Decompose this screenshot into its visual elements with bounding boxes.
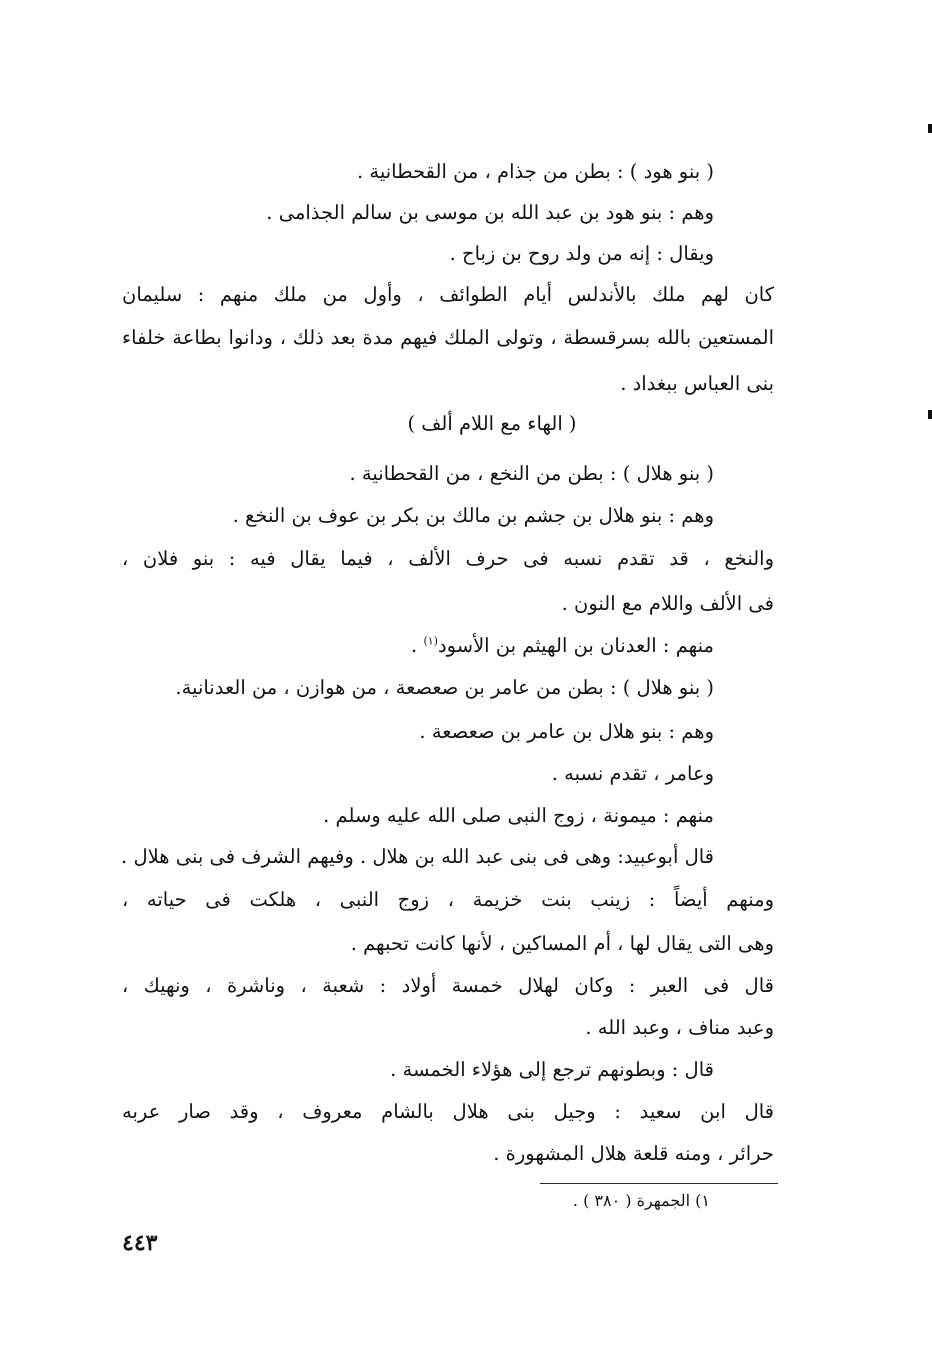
text-line: ويقال : إنه من ولد روح بن زباح . — [449, 242, 714, 265]
text-line: وعبد مناف ، وعبد الله . — [585, 1016, 774, 1039]
text-line: حرائر ، ومنه قلعة هلال المشهورة . — [493, 1142, 774, 1165]
text-line: والنخع ، قد تقدم نسبه فى حرف الألف ، فيما يقال فيه : بنو فلان ، — [122, 547, 774, 570]
section-heading: ( الهاء مع اللام ألف ) — [407, 412, 577, 435]
text-line-end: . — [411, 634, 424, 657]
page-number: ٤٤٣ — [122, 1230, 158, 1256]
text-line: وهم : بنو هلال بن عامر بن صعصعة . — [419, 720, 714, 743]
footnote-reference: (١) — [423, 634, 438, 648]
text-line: قال أبوعبيد: وهى فى بنى عبد الله بن هلال . وفيهم الشرف فى بنى هلال . — [121, 845, 714, 868]
text-line: وعامر ، تقدم نسبه . — [551, 762, 714, 785]
text-line: قال ابن سعيد : وجيل بنى هلال بالشام معروف ، وقد صار عربه — [122, 1100, 774, 1123]
text-line: المستعين بالله بسرقسطة ، وتولى الملك فيهم مدة بعد ذلك ، ودانوا بطاعة خلفاء — [122, 326, 774, 349]
text-line: فى الألف واللام مع النون . — [561, 592, 774, 615]
text-line — [411, 630, 714, 662]
footnote: ١) الجمهرة ( ٣٨٠ ) . — [572, 1191, 710, 1210]
text-line: وهم : بنو هلال بن جشم بن مالك بن بكر بن عوف بن النخع . — [232, 504, 714, 527]
text-line: ومنهم أيضاً : زينب بنت خزيمة ، زوج النبى ، هلكت فى حياته ، — [122, 888, 774, 911]
text-line: قال فى العبر : وكان لهلال خمسة أولاد : شعبة ، وناشرة ، ونهيك ، — [122, 974, 774, 997]
page-edge-mark — [928, 124, 932, 133]
text-line-body: منهم : العدنان بن الهيثم بن الأسود — [437, 634, 714, 657]
text-line: كان لهم ملك بالأندلس أيام الطوائف ، وأول من ملك منهم : سليمان — [122, 283, 774, 306]
text-line: وهم : بنو هود بن عبد الله بن موسى بن سالم الجذامى . — [266, 201, 714, 224]
text-line: وهى التى يقال لها ، أم المساكين ، لأنها كانت تحبهم . — [350, 932, 774, 955]
text-line: منهم : ميمونة ، زوج النبى صلى الله عليه وسلم . — [323, 804, 714, 827]
text-line: قال : وبطونهم ترجع إلى هؤلاء الخمسة . — [390, 1058, 714, 1081]
text-line: ( بنو هلال ) : بطن من عامر بن صعصعة ، من هوازن ، من العدنانية. — [175, 676, 714, 699]
text-line: ( بنو هلال ) : بطن من النخع ، من القحطانية . — [349, 462, 714, 485]
footnote-separator — [540, 1183, 778, 1184]
text-line: بنى العباس ببغداد . — [620, 372, 774, 395]
text-line: ( بنو هود ) : بطن من جذام ، من القحطانية . — [356, 160, 714, 183]
